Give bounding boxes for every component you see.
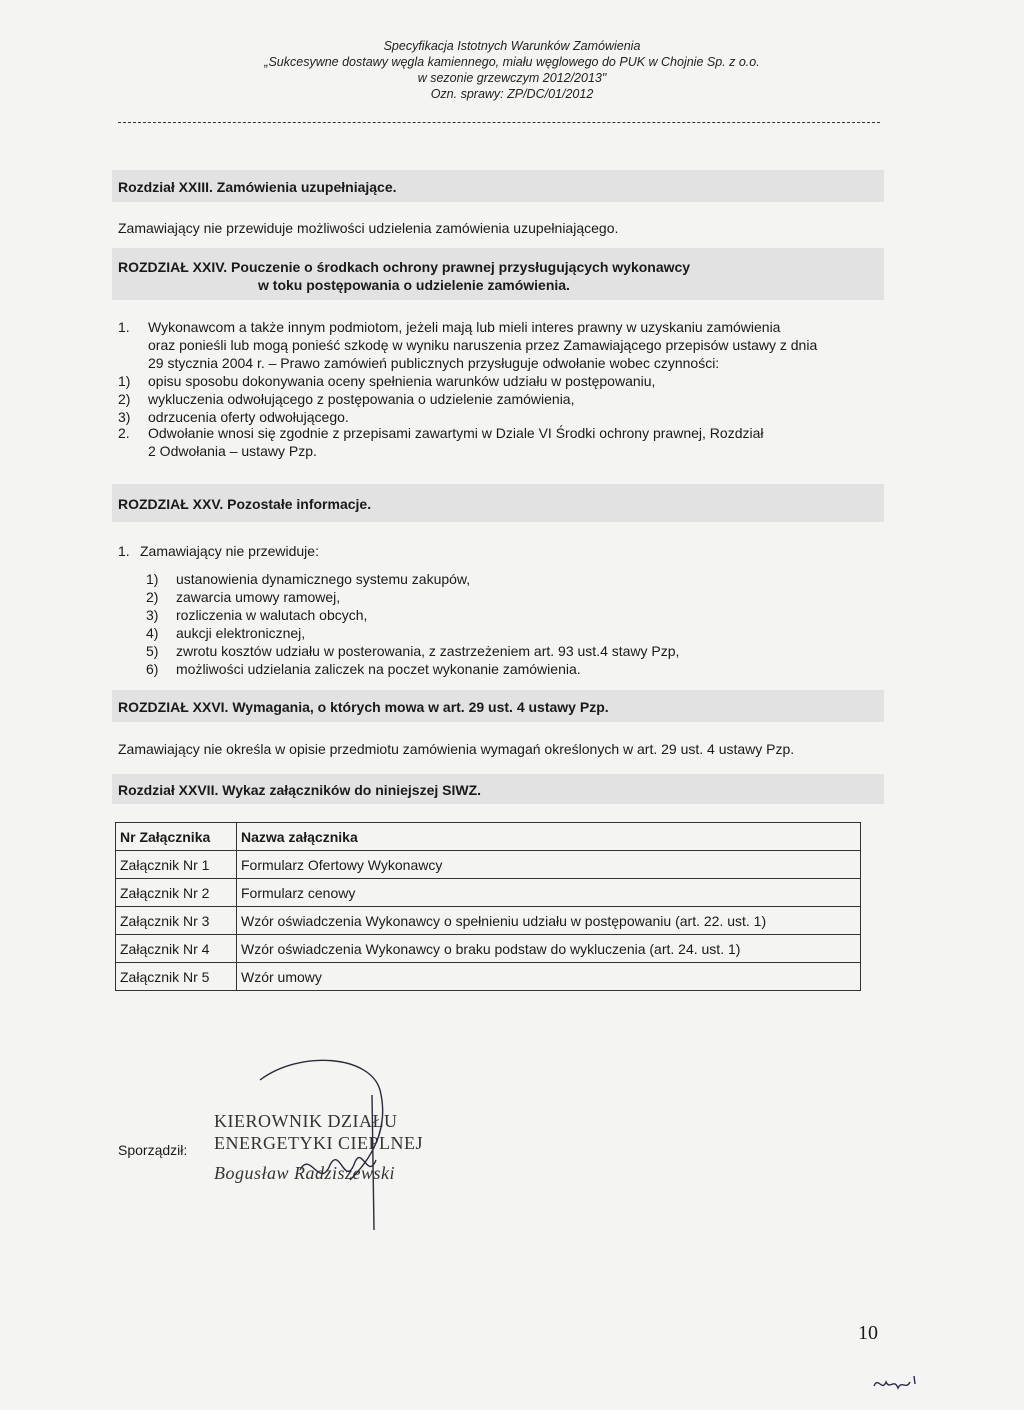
item-number: 2. [118,425,130,441]
table-cell: Formularz cenowy [237,879,861,907]
table-header-row [116,823,861,851]
sub-number: 3) [118,409,131,425]
table-cell: Załącznik Nr 5 [116,963,237,991]
handwritten-signature [230,1050,450,1240]
heading-r27: Rozdział XXVII. Wykaz załączników do niniejszej SIWZ. [118,782,482,798]
item-line: 29 stycznia 2004 r. – Prawo zamówień publicznych przysługuje odwołanie wobec czynności: [148,355,720,371]
table-cell: Załącznik Nr 1 [116,851,237,879]
heading-r24-line2: w toku postępowania o udzielenie zamówienia. [258,277,570,293]
sub-number: 1) [118,373,131,389]
sub-text: możliwości udzielania zaliczek na poczet wykonanie zamówienia. [176,661,581,677]
sub-number: 5) [146,643,159,659]
sub-number: 3) [146,607,159,623]
heading-r24-line1: ROZDZIAŁ XXIV. Pouczenie o środkach ochrony prawnej przysługujących wykonawcy [118,259,691,275]
table-row [116,935,861,963]
sub-number: 2) [146,589,159,605]
sub-text: ustanowienia dynamicznego systemu zakupów, [176,571,471,587]
sub-text: odrzucenia oferty odwołującego. [148,409,349,425]
header-line-1: Specyfikacja Istotnych Warunków Zamówienia [383,39,641,53]
table-row [116,851,861,879]
item-line: oraz ponieśli lub mogą ponieść szkodę w wyniku naruszenia przez Zamawiającego przepisów ustawy z dnia [148,337,818,353]
item-line: 2 Odwołania – ustawy Pzp. [148,443,317,459]
sub-text: opisu sposobu dokonywania oceny spełnienia warunków udziału w postępowaniu, [148,373,656,389]
heading-r25: ROZDZIAŁ XXV. Pozostałe informacje. [118,496,372,512]
page-number: 10 [858,1322,878,1344]
heading-r23: Rozdział XXIII. Zamówienia uzupełniające. [118,179,397,195]
sub-number: 2) [118,391,131,407]
text-r23: Zamawiający nie przewiduje możliwości udzielenia zamówienia uzupełniającego. [118,220,619,236]
table-row [116,907,861,935]
prepared-by-label: Sporządził: [118,1142,188,1158]
handwritten-initials [870,1372,920,1396]
heading-r26: ROZDZIAŁ XXVI. Wymagania, o których mowa w art. 29 ust. 4 ustawy Pzp. [118,699,609,715]
sub-text: zawarcia umowy ramowej, [176,589,341,605]
item-text: Zamawiający nie przewiduje: [140,543,319,559]
header-line-2: „Sukcesywne dostawy węgla kamiennego, miału węglowego do PUK w Chojnie Sp. z o.o. [264,55,760,69]
table-row [116,963,861,991]
table-cell: Załącznik Nr 3 [116,907,237,935]
stamp-name: Bogusław Radziszewski [214,1163,396,1183]
item-line: Wykonawcom a także innym podmiotom, jeżeli mają lub mieli interes prawny w uzyskaniu zamówienia [148,319,781,335]
sub-number: 4) [146,625,159,641]
table-row [116,879,861,907]
sub-text: wykluczenia odwołującego z postępowania o udzielenie zamówienia, [148,391,575,407]
header-divider [118,122,880,123]
item-number: 1. [118,543,130,559]
header-line-4: Ozn. sprawy: ZP/DC/01/2012 [430,87,594,101]
stamp-line-2: ENERGETYKI CIEPLNEJ [214,1133,423,1153]
text-r26: Zamawiający nie określa w opisie przedmiotu zamówienia wymagań określonych w art. 29 ust. 4 ustawy Pzp. [118,741,795,757]
table-cell: Wzór umowy [237,963,861,991]
sub-number: 6) [146,661,159,677]
sub-text: aukcji elektronicznej, [176,625,306,641]
table-cell: Formularz Ofertowy Wykonawcy [237,851,861,879]
item-line: Odwołanie wnosi się zgodnie z przepisami zawartymi w Dziale VI Środki ochrony prawnej, Rozdział [148,425,764,441]
document-header [0,38,1024,102]
table-cell: Wzór oświadczenia Wykonawcy o braku podstaw do wykluczenia (art. 24. ust. 1) [237,935,861,963]
stamp-line-1: KIEROWNIK DZIAŁU [214,1111,398,1131]
item-number: 1. [118,319,130,335]
column-header: Nazwa załącznika [237,823,861,851]
sub-number: 1) [146,571,159,587]
sub-text: rozliczenia w walutach obcych, [176,607,368,623]
header-line-3: w sezonie grzewczym 2012/2013" [417,71,607,85]
sub-text: zwrotu kosztów udziału w posterowania, z zastrzeżeniem art. 93 ust.4 stawy Pzp, [176,643,680,659]
table-cell: Załącznik Nr 2 [116,879,237,907]
table-cell: Wzór oświadczenia Wykonawcy o spełnieniu udziału w postępowaniu (art. 22. ust. 1) [237,907,861,935]
column-header: Nr Załącznika [116,823,237,851]
attachments-table [115,822,861,991]
table-cell: Załącznik Nr 4 [116,935,237,963]
